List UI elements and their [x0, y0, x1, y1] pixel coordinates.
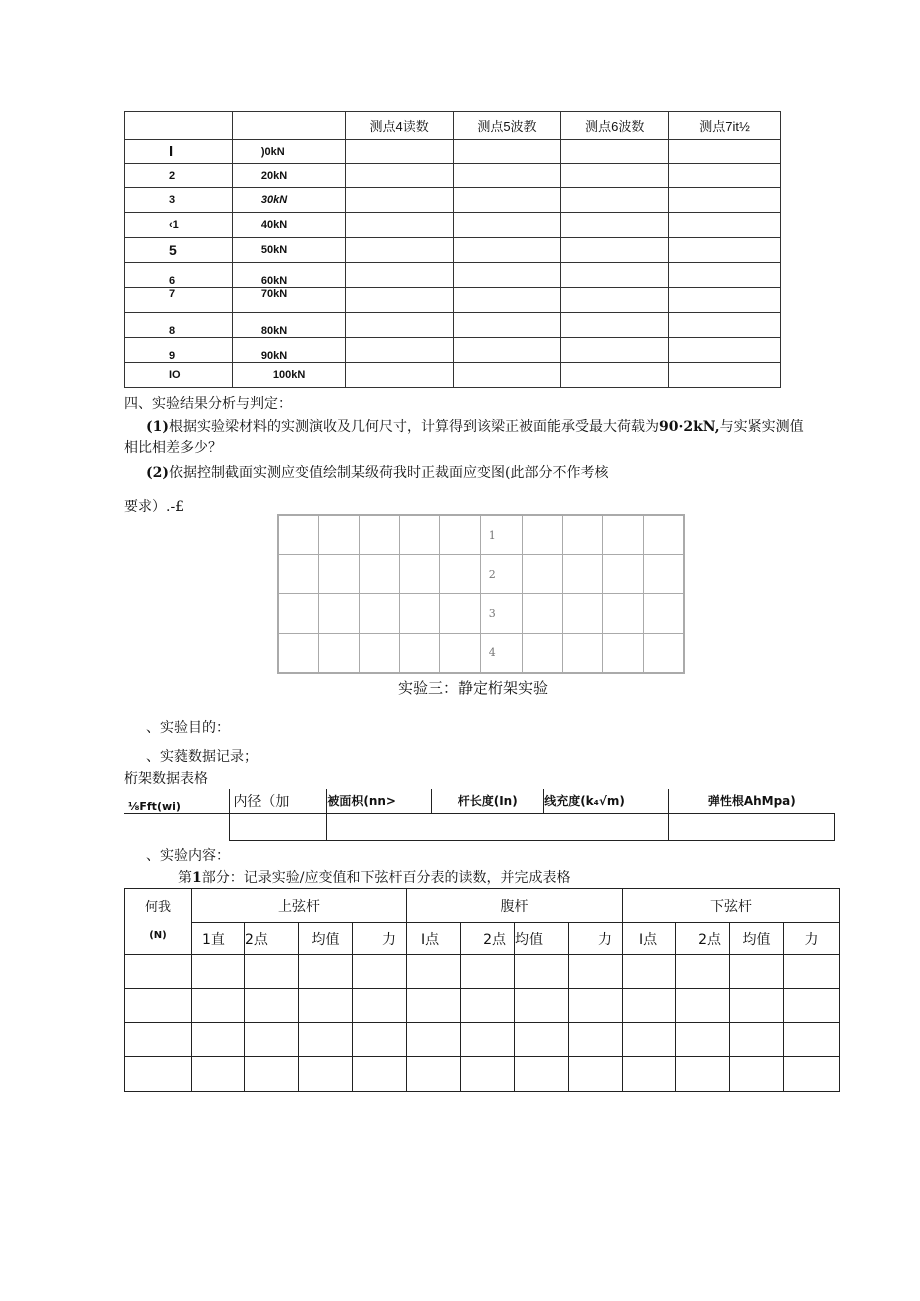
group-header-row — [125, 889, 840, 923]
subheader-cell: 1直 — [192, 923, 245, 955]
row-number: 5 — [125, 238, 233, 263]
load-value: 20kN — [232, 164, 345, 188]
load-value: 80kN — [232, 313, 345, 338]
row-number: 8 — [125, 313, 233, 338]
header-cell: 测点7it½ — [669, 112, 781, 140]
load-value: 90kN — [232, 338, 345, 363]
row-number: I — [125, 140, 233, 164]
experiment-3-item-2: 、实蕤数据记录； — [146, 749, 258, 765]
table-row — [124, 813, 835, 840]
load-header-unit: (N) — [149, 929, 167, 941]
table-row — [125, 164, 781, 188]
row-number: IO — [125, 363, 233, 388]
row-number: ‹1 — [125, 213, 233, 238]
question-2-continuation: 要求）.-£ — [124, 499, 185, 515]
subheader-cell: 2点 — [676, 923, 730, 955]
subheader-cell: 2点 — [245, 923, 299, 955]
question-2-text: 依据控制截面实测应变值绘制某级荷我时正裁面应变图(此部分不作考核 — [169, 465, 609, 481]
truss-header-cell: 内径（加 — [230, 789, 327, 813]
load-reading-table — [124, 111, 781, 388]
grid-label: 2 — [480, 555, 522, 594]
subheader-cell: I点 — [623, 923, 676, 955]
question-1-value: 90·2kN, — [659, 419, 720, 435]
part-1-number: 1 — [192, 870, 202, 886]
group-header-bottom-chord: 下弦杆 — [623, 889, 840, 923]
table-row — [125, 213, 781, 238]
load-header-label: 何我 — [144, 899, 171, 915]
strain-diagram-grid — [277, 514, 685, 674]
question-2-number: (2) — [146, 465, 169, 481]
table-row — [125, 188, 781, 213]
truss-header-row — [124, 789, 835, 813]
row-number: 2 — [125, 164, 233, 188]
load-value: )0kN — [232, 140, 345, 164]
subheader-row — [125, 923, 840, 955]
subheader-cell: 2点 — [461, 923, 515, 955]
question-1-continuation: 相比相差多少？ — [124, 440, 222, 456]
load-table-header-row — [125, 112, 781, 140]
table-row — [125, 1057, 840, 1092]
grid-label: 4 — [480, 633, 522, 673]
truss-data-table — [124, 789, 835, 841]
header-cell: 测点5波教 — [453, 112, 561, 140]
load-value: 60kN — [232, 263, 345, 288]
table-row — [125, 263, 781, 288]
grid-label: 3 — [480, 594, 522, 633]
row-number: 6 — [125, 263, 233, 288]
part-1-text: 部分：记录实验/应变值和下弦杆百分表的读数，并完成表格 — [201, 870, 571, 886]
load-value: 40kN — [232, 213, 345, 238]
subheader-cell: 力 — [569, 923, 623, 955]
group-header-top-chord: 上弦杆 — [192, 889, 407, 923]
subheader-cell: 力 — [784, 923, 840, 955]
subheader-cell: 均值 — [299, 923, 353, 955]
part-1-prefix: 第 — [178, 870, 192, 886]
question-1-text-end: 与实紧实测值 — [719, 419, 804, 435]
truss-header-cell: 弹性根AhMpa) — [669, 789, 835, 813]
table-row — [125, 238, 781, 263]
analysis-heading: 四、实验结果分析与判定： — [124, 396, 292, 412]
part-1-instruction — [178, 867, 570, 887]
table-row — [125, 1023, 840, 1057]
header-cell: 测点6波数 — [561, 112, 669, 140]
table-row — [125, 363, 781, 388]
truss-table-title: 桁架数据表格 — [124, 771, 208, 787]
subheader-cell: I点 — [407, 923, 461, 955]
table-row — [125, 313, 781, 338]
header-cell — [125, 112, 233, 140]
header-cell: 测点4读数 — [345, 112, 453, 140]
question-2 — [146, 462, 608, 482]
subheader-cell: 均值 — [515, 923, 569, 955]
experiment-3-item-3: 、实验内容： — [146, 848, 230, 864]
row-number: 9 — [125, 338, 233, 363]
load-value: 70kN — [232, 288, 345, 313]
load-value: 50kN — [232, 238, 345, 263]
question-1-number: (1) — [146, 419, 169, 435]
subheader-cell: 力 — [353, 923, 407, 955]
row-number: 3 — [125, 188, 233, 213]
experiment-3-item-1: 、实验目的： — [146, 720, 230, 736]
load-value: 100kN — [232, 363, 345, 388]
row-number: 7 — [125, 288, 233, 313]
experiment-3-title: 实验三：静定桁架实验 — [398, 679, 549, 697]
grid-label: 1 — [480, 515, 522, 555]
load-value: 30kN — [232, 188, 345, 213]
header-cell — [232, 112, 345, 140]
subheader-cell: 均值 — [730, 923, 784, 955]
table-row — [125, 288, 781, 313]
load-header — [125, 889, 192, 955]
question-1-text: 根据实验梁材料的实测演收及几何尺寸，计算得到该梁正被面能承受最大荷载为 — [169, 419, 659, 435]
truss-header-cell: ⅛Fft(wi) — [124, 789, 230, 813]
truss-header-cell: 线充度(k₄√m) — [544, 789, 669, 813]
question-1 — [146, 416, 804, 436]
truss-header-cell: 被面枳(nn> — [327, 789, 432, 813]
table-row — [125, 140, 781, 164]
member-strain-table — [124, 888, 840, 1092]
table-row — [125, 989, 840, 1023]
truss-header-cell: 杆长度(In) — [432, 789, 544, 813]
table-row — [125, 955, 840, 989]
table-row — [125, 338, 781, 363]
group-header-web: 腹杆 — [407, 889, 623, 923]
